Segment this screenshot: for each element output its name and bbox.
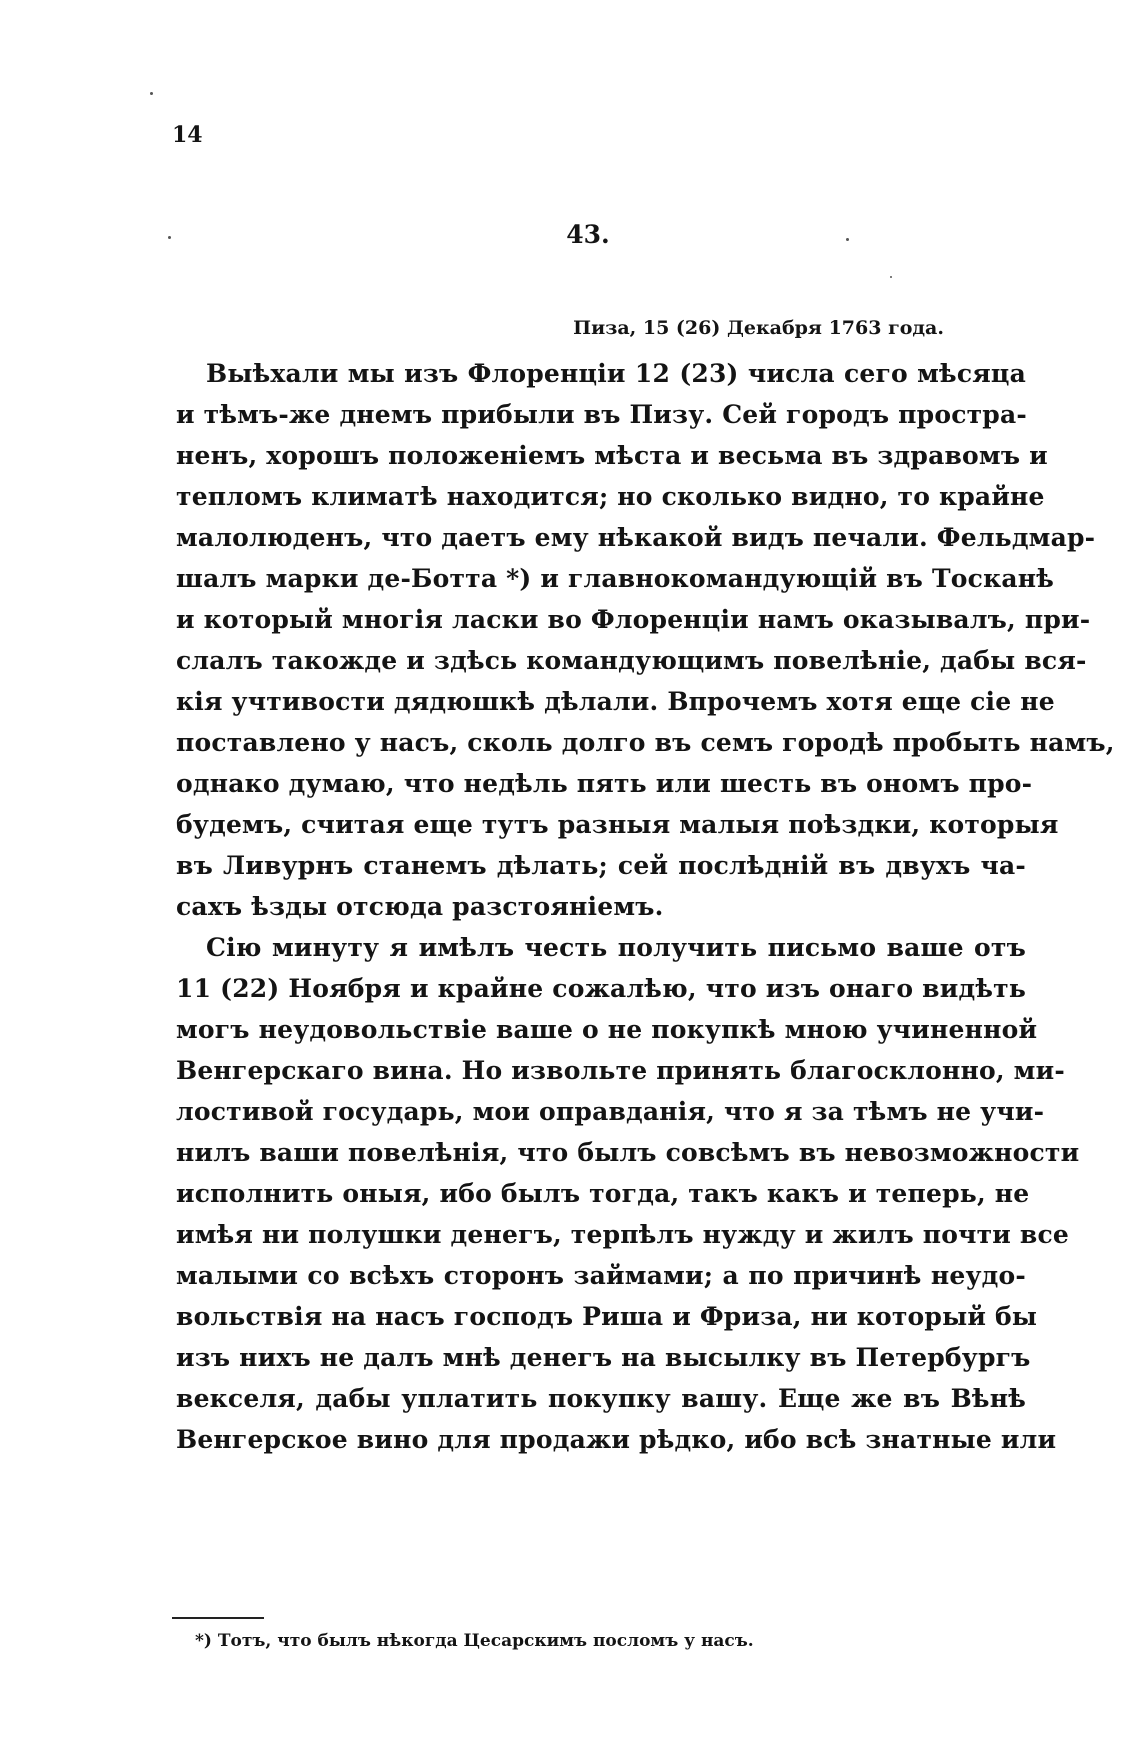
text-line: Сію минуту я имѣлъ честь получить письмо ваше отъ (206, 933, 1026, 962)
paper-speck (890, 276, 892, 278)
text-line: Венгерскаго вина. Но извольте принять благосклонно, ми- (176, 1056, 1065, 1085)
text-line: лостивой государь, мои оправданія, что я за тѣмъ не учи- (176, 1097, 1045, 1126)
text-line: исполнить оныя, ибо былъ тогда, такъ какъ и теперь, не (176, 1179, 1030, 1208)
letter-body (176, 353, 1115, 1460)
text-line: и который многія ласки во Флоренціи намъ оказывалъ, при- (176, 605, 1091, 634)
text-line: будемъ, считая еще тутъ разныя малыя поѣздки, которыя (176, 810, 1059, 839)
text-line: могъ неудовольствіе ваше о не покупкѣ мною учиненной (176, 1015, 1038, 1044)
text-line: имѣя ни полушки денегъ, терпѣлъ нужду и жилъ почти все (176, 1220, 1070, 1249)
text-line: и тѣмъ-же днемъ прибыли въ Пизу. Сей городъ простра- (176, 400, 1027, 429)
text-line: сахъ ѣзды отсюда разстояніемъ. (176, 892, 664, 921)
text-line: слалъ такожде и здѣсь командующимъ повелѣніе, дабы вся- (176, 646, 1087, 675)
text-line: кія учтивости дядюшкѣ дѣлали. Впрочемъ хотя еще сіе не (176, 687, 1055, 716)
letter-number: 43. (566, 220, 610, 249)
text-line: поставлено у насъ, сколь долго въ семъ городѣ пробыть намъ, (176, 728, 1115, 757)
text-line: однако думаю, что недѣль пять или шесть въ ономъ про- (176, 769, 1033, 798)
text-line: малолюденъ, что даетъ ему нѣкакой видъ печали. Фельдмар- (176, 523, 1096, 552)
paragraph-1 (176, 353, 1115, 927)
text-line: шалъ марки де-Ботта *) и главнокомандующій въ Тосканѣ (176, 564, 1054, 593)
text-line: малыми со всѣхъ сторонъ займами; а по причинѣ неудо- (176, 1261, 1026, 1290)
paragraph-2 (176, 927, 1080, 1460)
text-line: вольствія на насъ господъ Риша и Фриза, ни который бы (176, 1302, 1038, 1331)
text-line: ненъ, хорошъ положеніемъ мѣста и весьма въ здравомъ и (176, 441, 1048, 470)
text-line: векселя, дабы уплатить покупку вашу. Еще же въ Вѣнѣ (176, 1384, 1026, 1413)
text-line: Венгерское вино для продажи рѣдко, ибо всѣ знатные или (176, 1425, 1057, 1454)
dateline: Пиза, 15 (26) Декабря 1763 года. (573, 317, 944, 339)
text-line: 11 (22) Ноября и крайне сожалѣю, что изъ онаго видѣть (176, 974, 1026, 1003)
text-line: нилъ ваши повелѣнія, что былъ совсѣмъ въ невозможности (176, 1138, 1080, 1167)
text-line: изъ нихъ не далъ мнѣ денегъ на высылку въ Петербургъ (176, 1343, 1031, 1372)
footnote: *) Тотъ, что былъ нѣкогда Цесарскимъ посломъ у насъ. (195, 1631, 754, 1651)
text-line: въ Ливурнъ станемъ дѣлать; сей послѣдній въ двухъ ча- (176, 851, 1026, 880)
page-number: 14 (172, 122, 203, 148)
footnote-divider (172, 1617, 264, 1619)
paper-speck (150, 92, 153, 95)
text-line: тепломъ климатѣ находится; но сколько видно, то крайне (176, 482, 1045, 511)
text-line: Выѣхали мы изъ Флоренціи 12 (23) числа сего мѣсяца (206, 359, 1026, 388)
